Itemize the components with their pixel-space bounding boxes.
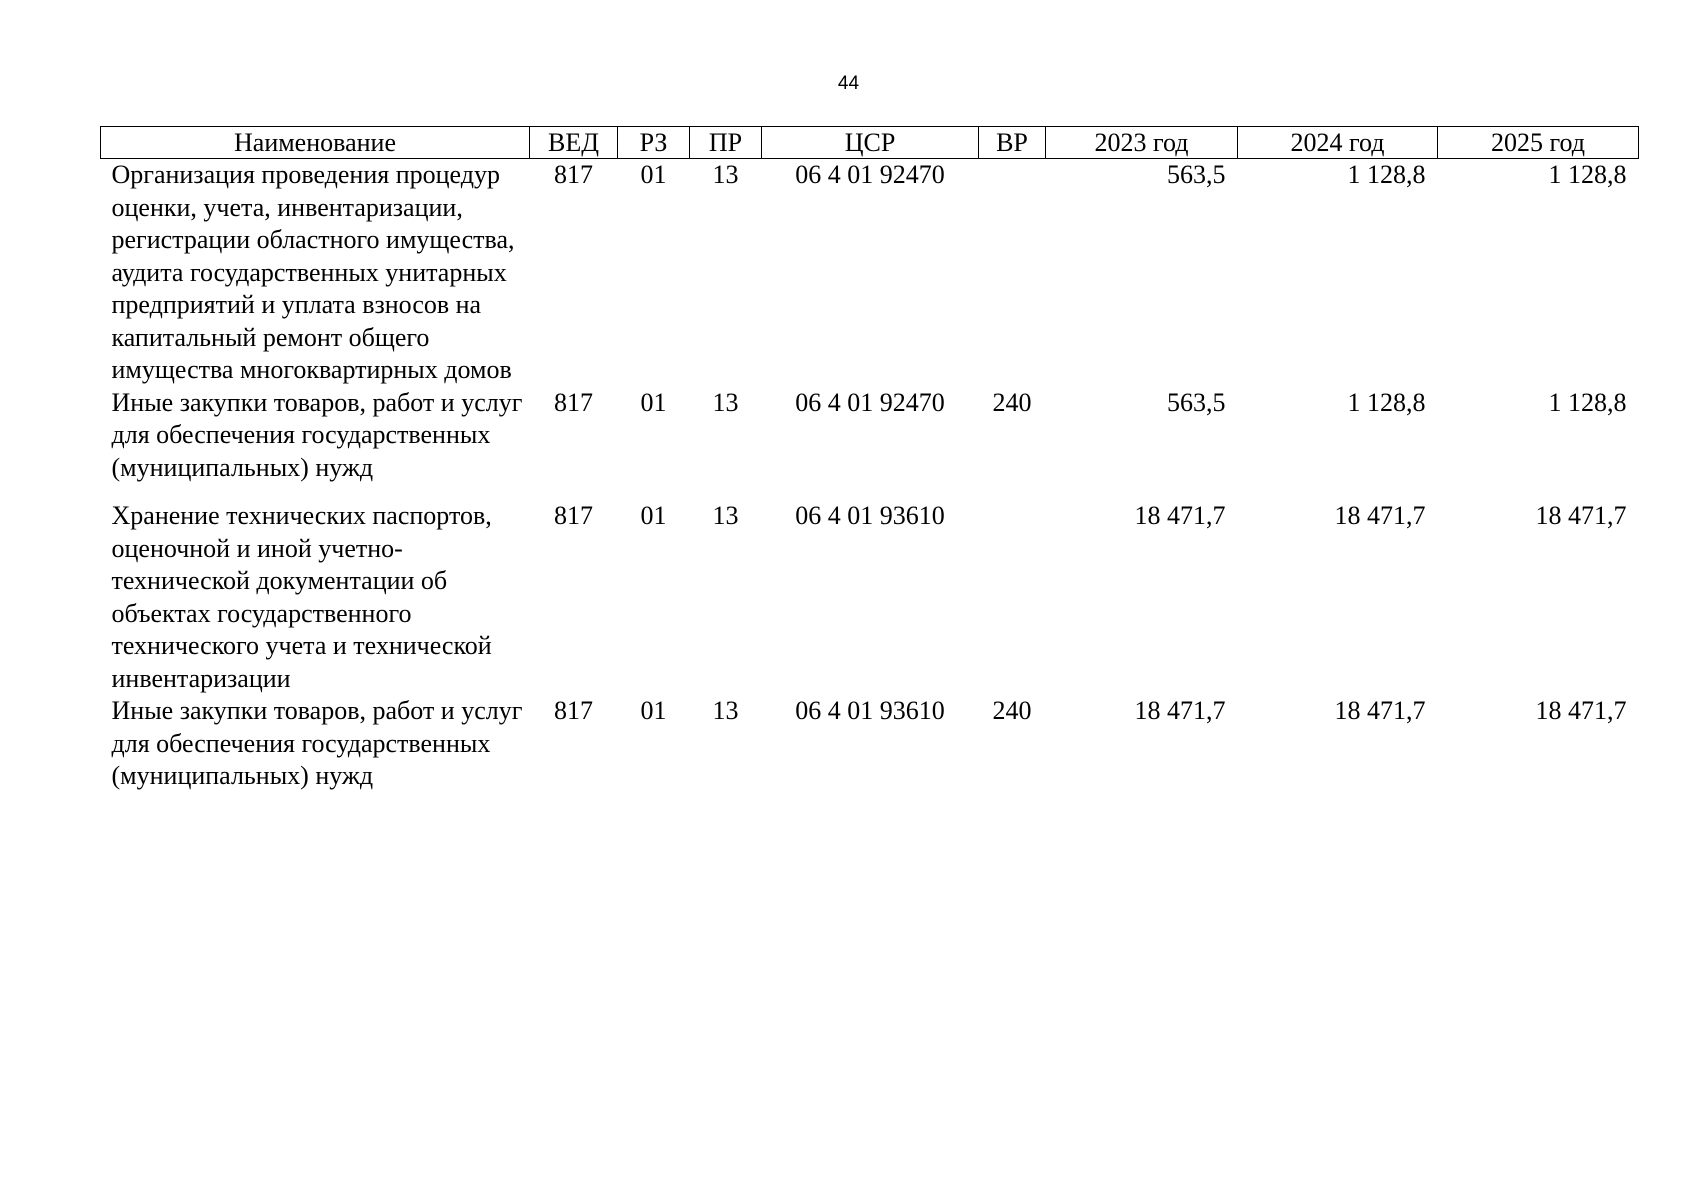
budget-table [100,126,1639,793]
row-csr: 06 4 01 92470 [795,160,945,189]
page-number: 44 [837,73,860,94]
row-rz: 01 [640,387,667,417]
row-2025: 18 471,7 [1535,501,1627,530]
table-row [101,695,1639,793]
row-vr: 240 [992,696,1032,725]
row-csr: 06 4 01 92470 [795,387,945,417]
row-2023: 563,5 [1167,387,1226,417]
row-2025: 1 128,8 [1548,160,1627,189]
row-name: Организация проведения процедур оценки, учета, инвентаризации, регистрации областного имущества, аудита государственных унитарных предприятий и уплата взносов на капитальный ремонт общего имущества многоквартирных домов [111,160,515,384]
row-vr: 240 [992,387,1032,417]
row-pr: 13 [712,387,739,417]
row-vr [979,159,1046,387]
row-ved: 817 [554,387,593,417]
table-row [101,159,1639,387]
header-name: Наименование [101,127,530,159]
header-2023: 2023 год [1046,127,1238,159]
table-header [101,127,1639,159]
row-2023: 563,5 [1167,160,1226,189]
row-2024: 18 471,7 [1334,501,1426,530]
row-pr: 13 [712,160,739,189]
header-vr: ВР [979,127,1046,159]
row-vr [979,500,1046,695]
row-pr: 13 [712,696,739,725]
header-rz: РЗ [618,127,690,159]
row-2024: 18 471,7 [1334,696,1426,725]
row-ved: 817 [554,696,593,725]
header-pr: ПР [690,127,762,159]
row-csr: 06 4 01 93610 [795,696,945,725]
row-rz: 01 [640,501,667,530]
table-row [101,500,1639,695]
row-pr: 13 [712,501,739,530]
row-name: Хранение технических паспортов, оценочной и иной учетно-технической документации об объектах государственного технического учета и технической инвентаризации [111,501,492,693]
row-2024: 1 128,8 [1347,160,1426,189]
row-2025: 1 128,8 [1548,387,1627,417]
row-ved: 817 [554,160,593,189]
row-ved: 817 [554,501,593,530]
row-csr: 06 4 01 93610 [795,501,945,530]
header-csr: ЦСР [762,127,979,159]
row-name: Иные закупки товаров, работ и услуг для обеспечения государственных (муниципальных) нужд [111,387,523,482]
row-2023: 18 471,7 [1134,696,1226,725]
row-2023: 18 471,7 [1134,501,1226,530]
header-ved: ВЕД [530,127,618,159]
header-2025: 2025 год [1438,127,1639,159]
table-body [101,159,1639,793]
row-name: Иные закупки товаров, работ и услуг для обеспечения государственных (муниципальных) нужд [111,696,523,790]
row-rz: 01 [640,160,667,189]
row-2025: 18 471,7 [1535,696,1627,725]
row-2024: 1 128,8 [1347,387,1426,417]
header-2024: 2024 год [1238,127,1438,159]
row-rz: 01 [640,696,667,725]
header-row [101,127,1639,159]
table-row [101,387,1639,501]
